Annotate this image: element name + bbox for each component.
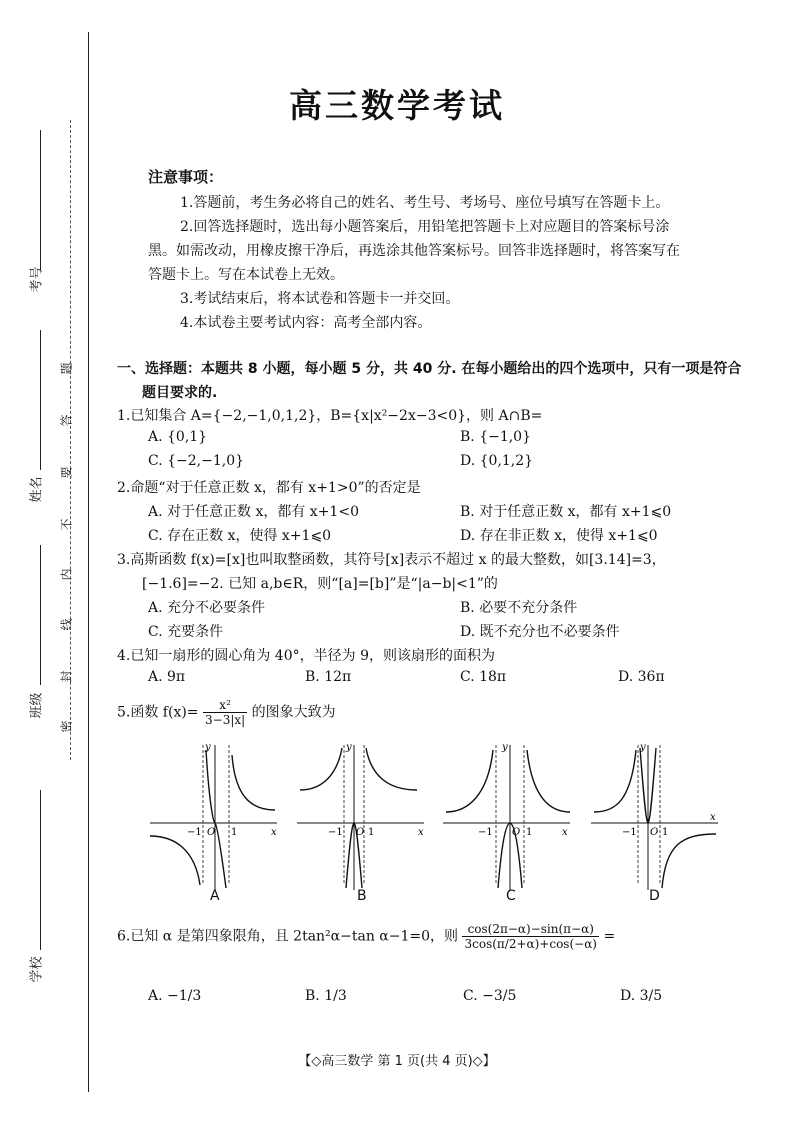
graph-label: A (210, 888, 220, 904)
seal-char: 不 (59, 518, 74, 531)
seal-char: 题 (59, 362, 74, 375)
section-heading: 题目要求的. (142, 385, 218, 401)
q5-numerator: x² (203, 698, 247, 713)
option: C. −3/5 (463, 988, 517, 1004)
option: A. 对于任意正数 x，都有 x+1<0 (148, 504, 359, 520)
q5-denominator: 3−3|x| (205, 713, 246, 727)
graph-label: B (357, 888, 367, 904)
axis-y: y (205, 742, 211, 753)
graph-b (292, 740, 432, 900)
graph-c (438, 740, 578, 900)
axis-x: x (271, 827, 277, 838)
page-footer: 【◇高三数学 第 1 页(共 4 页)◇】 (298, 1054, 496, 1069)
option: C. {−2,−1,0} (148, 453, 245, 469)
notice-item: 4.本试卷主要考试内容：高考全部内容。 (180, 315, 432, 331)
question-stem: 4.已知一扇形的圆心角为 40°，半径为 9，则该扇形的面积为 (117, 648, 495, 664)
graph-a (145, 740, 285, 900)
axis-x: x (562, 827, 568, 838)
q6-fraction (462, 922, 599, 951)
option: C. 存在正数 x，使得 x+1⩽0 (148, 528, 332, 544)
axis-y: y (346, 742, 352, 753)
notice-item: 答题卡上。写在本试卷上无效。 (148, 267, 344, 283)
option: B. 12π (305, 669, 352, 685)
margin-line (88, 32, 89, 1092)
graph-label: D (649, 888, 660, 904)
axis-origin: O (207, 827, 216, 838)
seal-char: 封 (59, 670, 74, 683)
axis-pos1: 1 (526, 827, 533, 838)
option: B. 1/3 (305, 988, 347, 1004)
option: B. {−1,0} (460, 429, 531, 445)
option: D. 36π (618, 669, 665, 685)
seal-char: 内 (59, 568, 74, 581)
option: C. 18π (460, 669, 507, 685)
option: C. 充要条件 (148, 624, 224, 640)
q6-stem-pre: 6.已知 α 是第四象限角，且 2tan²α−tan α−1=0，则 (117, 928, 459, 945)
q6-denominator: 3cos(π/2+α)+cos(−α) (464, 937, 597, 951)
axis-neg1: −1 (622, 827, 637, 838)
class-line (40, 545, 41, 685)
question-stem: [−1.6]=−2. 已知 a,b∈R，则“[a]=[b]”是“|a−b|<1”的 (142, 576, 498, 592)
question-stem: 1.已知集合 A={−2,−1,0,1,2}，B={x|x²−2x−3<0}，则 A∩B= (117, 408, 543, 424)
notice-item: 黑。如需改动，用橡皮擦干净后，再选涂其他答案标号。回答非选择题时，将答案写在 (148, 243, 680, 259)
axis-neg1: −1 (187, 827, 202, 838)
q5-fraction (203, 698, 247, 727)
section-heading: 一、选择题：本题共 8 小题，每小题 5 分，共 40 分. 在每小题给出的四个选项中，只有一项是符合 (117, 361, 742, 377)
axis-neg1: −1 (478, 827, 493, 838)
axis-origin: O (512, 827, 521, 838)
exam-no-label: 考号 (29, 266, 45, 293)
option: D. 存在非正数 x，使得 x+1⩽0 (460, 528, 658, 544)
notice-item: 2.回答选择题时，选出每小题答案后，用铅笔把答题卡上对应题目的答案标号涂 (180, 219, 670, 235)
graph-d (586, 740, 726, 900)
seal-char: 答 (59, 414, 74, 427)
axis-x: x (710, 812, 716, 823)
axis-origin: O (356, 827, 365, 838)
option: B. 必要不充分条件 (460, 600, 578, 616)
question-stem (117, 922, 615, 951)
option: D. 3/5 (620, 988, 663, 1004)
q5-stem-post: 的图象大致为 (251, 704, 336, 721)
axis-pos1: 1 (662, 827, 669, 838)
axis-y: y (640, 742, 646, 753)
seal-char: 要 (59, 466, 74, 479)
axis-neg1: −1 (328, 827, 343, 838)
page-title: 高三数学考试 (289, 86, 505, 125)
option: A. −1/3 (148, 988, 202, 1004)
notice-heading: 注意事项： (148, 168, 224, 186)
option: D. {0,1,2} (460, 453, 534, 469)
notice-item: 1.答题前，考生务必将自己的姓名、考生号、考场号、座位号填写在答题卡上。 (180, 195, 670, 211)
school-label: 学校 (29, 956, 45, 983)
question-stem: 3.高斯函数 f(x)=[x]也叫取整函数，其符号[x]表示不超过 x 的最大整数，如[3.14]=3， (117, 552, 666, 568)
q6-numerator: cos(2π−α)−sin(π−α) (462, 922, 599, 937)
name-label: 姓名 (29, 476, 45, 503)
question-stem (117, 698, 336, 727)
name-line (40, 330, 41, 470)
exam-no-line (40, 130, 41, 270)
axis-pos1: 1 (368, 827, 375, 838)
axis-y: y (502, 742, 508, 753)
question-stem: 2.命题“对于任意正数 x，都有 x+1>0”的否定是 (117, 480, 421, 496)
school-line (40, 790, 41, 950)
seal-char: 密 (59, 720, 74, 733)
axis-x: x (418, 827, 424, 838)
option: B. 对于任意正数 x，都有 x+1⩽0 (460, 504, 672, 520)
axis-origin: O (650, 827, 659, 838)
graph-label: C (506, 888, 516, 904)
class-label: 班级 (29, 692, 45, 719)
notice-item: 3.考试结束后，将本试卷和答题卡一并交回。 (180, 291, 460, 307)
q5-stem-pre: 5.函数 f(x)= (117, 704, 199, 721)
option: D. 既不充分也不必要条件 (460, 624, 620, 640)
option: A. 充分不必要条件 (148, 600, 266, 616)
axis-pos1: 1 (231, 827, 238, 838)
q6-eq: = (603, 928, 616, 945)
margin-line-inner (70, 120, 71, 760)
option: A. 9π (148, 669, 186, 685)
seal-char: 线 (59, 618, 74, 631)
option: A. {0,1} (148, 429, 208, 445)
